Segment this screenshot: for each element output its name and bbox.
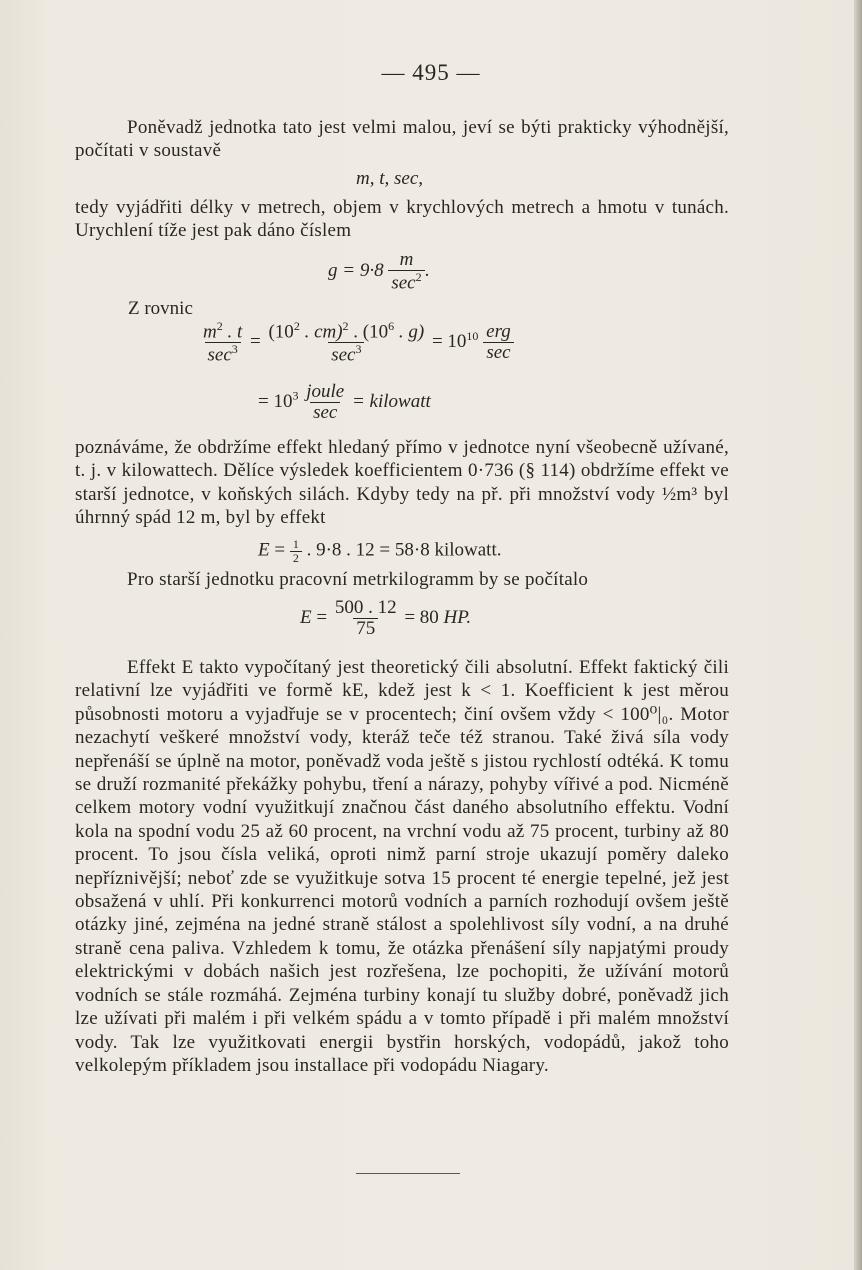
fraction-si-conversion: $\frac{(10^2 . cm)^2 . (10^6 . g)}{\sec^3}$	[268, 319, 425, 366]
paragraph-units	[75, 196, 729, 243]
equation-effect-kw: E = $\frac{1}{2}$ . 9·8 . 12 = 58·8 kilowatt.	[258, 537, 502, 565]
fraction-one-half: $\frac{1}{2}$	[290, 538, 302, 564]
paragraph-intro	[75, 116, 729, 163]
equation-gravity: g = 9·8 $\frac{m}{\sec^2}$ .	[328, 249, 430, 294]
paragraph-5: Effekt E takto vypočítaný jest theoretický čili absolutní. Effekt faktický čili relativní lze vyjádřiti ve formě kE, kdež jest k < 1. Koefficient k jest měrou působnosti motoru a vyjadřuje se v procentech; činí ovšem vždy < 100⁰|₀. Motor nezachytí veškeré množství vody, kteráž teče též stranou. Také živá síla vody nepřenáší se úplně na motor, poněvadž voda ještě s jistou rychlostí odtéká. K tomu se druží rozmanité překážky pohybu, tření a nárazy, pohyby vířivé a pod. Nicméně celkem motory vodní využitkují značnou část daného absolutního effektu. Vodní kola na spodní vodu 25 až 60 procent, na vrchní vodu až 75 procent, turbiny až 80 procent. To jsou čísla veliká, oproti nimž parní stroje ukazují poměry daleko nepříznivější; neboť zde se využitkuje sotva 15 procent té energie tepelné, jež jest obsažená v uhlí. Při konkurrenci motorů vodních a parních rozhodují ovšem ještě otázky jiné, zejména na jedné straně stálost a spolehlivost síly vodní, a na druhé straně cena paliva. Vzhledem k tomu, že otázka přenášení síly napjatými proudy elektrickými v dobách našich jest rozřešena, lze pochopiti, že užívání motorů vodních se stále rozmáhá. Zejména turbiny konají tu služby dobré, poněvadž jich lze užívati při malém i při velkém spádu a v tomto případě i při malém množství vody. Tak lze využitkovati energii bystřin horských, vodopádů, jakož toho velkolepým příkladem jsou installace při vodopádu Niagary.	[75, 657, 729, 1076]
paragraph-4: Pro starší jednotku pracovní metrkilogramm by se počítalo	[127, 569, 589, 590]
z-rovnic-label: Z rovnic	[128, 298, 193, 319]
paragraph-2: tedy vyjádřiti délky v metrech, objem v krychlových metrech a hmotu v tunách. Urychlení tíže jest pak dáno číslem	[75, 197, 729, 242]
paragraph-older-unit	[75, 568, 729, 591]
fraction-joule-per-sec: $\frac{\text{joule}}{\sec}$	[306, 381, 345, 423]
fraction-erg-per-sec: $\frac{\text{erg}}{\sec}$	[483, 322, 514, 363]
page-edge-shadow	[854, 0, 862, 1270]
page-number: — 495 —	[381, 60, 481, 85]
equation-effect-hp: E = $\frac{500 . 12}{75}$ = 80 HP.	[300, 597, 472, 639]
unit-system-line: m, t, sec,	[356, 168, 424, 189]
paragraph-effect	[75, 436, 729, 530]
paragraph-1: Poněvadž jednotka tato jest velmi malou, jeví se býti prakticky výhodnější, počítati v soustavě	[75, 117, 729, 162]
fraction-m-per-sec2: $\frac{m}{\sec^2}$	[388, 250, 424, 293]
section-end-rule	[356, 1173, 460, 1174]
fraction-500x12-over-75: $\frac{500 . 12}{75}$	[334, 597, 397, 639]
equation-kilowatt: = $10^3$ $\frac{\text{joule}}{\sec}$ = kilowatt	[258, 381, 431, 423]
equation-power-units: $\frac{m^2 . t}{\sec^3}$ = $\frac{(10^2 . cm)^2 . (10^6 . g)}{\sec^3}$ = $10^{10}$ $\frac{\text{erg}}{\sec}$	[200, 320, 514, 366]
fraction-m2t-sec3: $\frac{m^2 . t}{\sec^3}$	[203, 319, 243, 366]
paragraph-3: poznáváme, že obdržíme effekt hledaný přímo v jednotce nyní všeobecně užívané, t. j. v kilowattech. Dělíce výsledek koefficientem 0·736 (§ 114) obdržíme effekt ve starší jednotce, v koňských silách. Kdyby tedy na př. při množství vody ½m³ byl úhrnný spád 12 m, byl by effekt	[75, 437, 729, 529]
paragraph-efficiency	[75, 656, 729, 1077]
